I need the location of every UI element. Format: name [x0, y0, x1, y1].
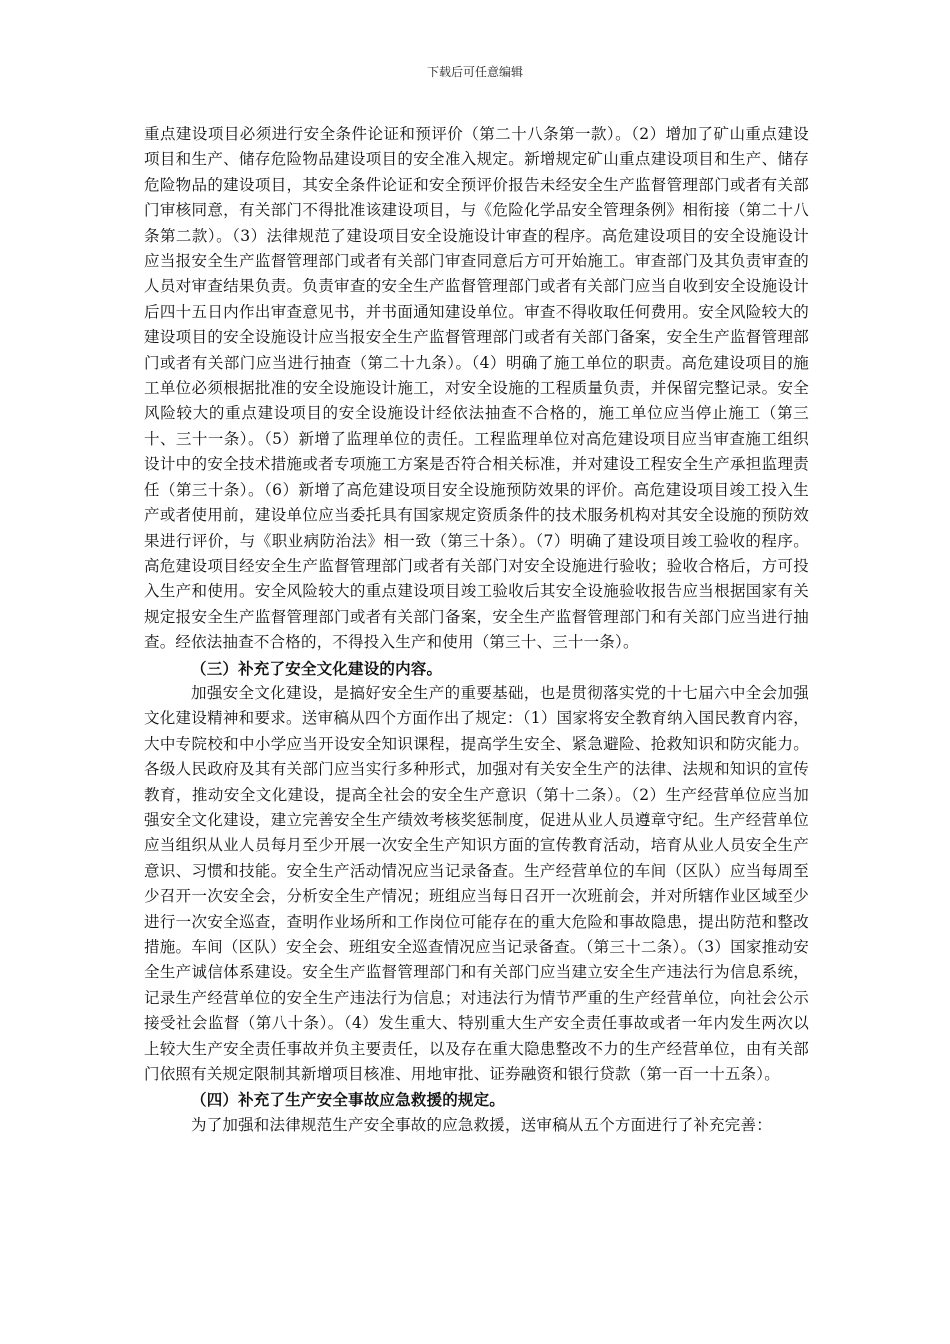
- section-heading-emergency-rescue: （四）补充了生产安全事故应急救援的规定。: [191, 1090, 506, 1110]
- paragraph-construction-projects: 重点建设项目必须进行安全条件论证和预评价（第二十八条第一款）。（2）增加了矿山重点建设项目和生产、储存危险物品建设项目的安全准入规定。新增规定矿山重点建设项目和生产、储存危险物品的建设项目，其安全条件论证和安全预评价报告未经安全生产监督管理部门或者有关部门审核同意，有关部门不得批准该建设项目，与《危险化学品安全管理条例》相衔接（第二十八条第二款）。（3）法律规范了建设项目安全设施设计审查的程序。高危建设项目的安全设施设计应当报安全生产监督管理部门或者有关部门审查同意后方可开始施工。审查部门及其负责审查的人员对审查结果负责。负责审查的安全生产监督管理部门或者有关部门应当自收到安全设施设计后四十五日内作出审查意见书，并书面通知建设单位。审查不得收取任何费用。安全风险较大的建设项目的安全设施设计应当报安全生产监督管理部门或者有关部门备案，安全生产监督管理部门或者有关部门应当进行抽查（第二十九条）。（4）明确了施工单位的职责。高危建设项目的施工单位必须根据批准的安全设施设计施工，对安全设施的工程质量负责，并保留完整记录。安全风险较大的重点建设项目的安全设施设计经依法抽查不合格的，施工单位应当停止施工（第三十、三十一条）。（5）新增了监理单位的责任。工程监理单位对高危建设项目应当审查施工组织设计中的安全技术措施或者专项施工方案是否符合相关标准，并对建设工程安全生产承担监理责任（第三十条）。（6）新增了高危建设项目安全设施预防效果的评价。高危建设项目竣工投入生产或者使用前，建设单位应当委托具有国家规定资质条件的技术服务机构对其安全设施的预防效果进行评价，与《职业病防治法》相一致（第三十条）。（7）明确了建设项目竣工验收的程序。高危建设项目经安全生产监督管理部门或者有关部门对安全设施进行验收；验收合格后，方可投入生产和使用。安全风险较大的重点建设项目竣工验收后其安全设施验收报告应当根据国家有关规定报安全生产监督管理部门或者有关部门备案，安全生产监督管理部门和有关部门应当进行抽查。经依法抽查不合格的，不得投入生产和使用（第三十、三十一条）。: [144, 125, 809, 652]
- page-header-note: 下载后可任意编辑: [426, 65, 523, 79]
- section-heading-safety-culture: （三）补充了安全文化建设的内容。: [191, 658, 443, 678]
- paragraph-safety-culture: 加强安全文化建设，是搞好安全生产的重要基础，也是贯彻落实党的十七届六中全会加强文化建设精神和要求。送审稿从四个方面作出了规定：（1）国家将安全教育纳入国民教育内容，大中专院校和中小学应当开设安全知识课程，提高学生安全、紧急避险、抢救知识和防灾能力。各级人民政府及其有关部门应当实行多种形式，加强对有关安全生产的法律、法规和知识的宣传教育，推动安全文化建设，提高全社会的安全生产意识（第十二条）。（2）生产经营单位应当加强安全文化建设，建立完善安全生产绩效考核奖惩制度，促进从业人员遵章守纪。生产经营单位应当组织从业人员每月至少开展一次安全生产知识方面的宣传教育活动，培育从业人员安全生产意识、习惯和技能。安全生产活动情况应当记录备查。生产经营单位的车间（区队）应当每周至少召开一次安全会，分析安全生产情况；班组应当每日召开一次班前会，并对所辖作业区域至少进行一次安全巡查，查明作业场所和工作岗位可能存在的重大危险和事故隐患，提出防范和整改措施。车间（区队）安全会、班组安全巡查情况应当记录备查。（第三十二条）。（3）国家推动安全生产诚信体系建设。安全生产监督管理部门和有关部门应当建立安全生产违法行为信息系统，记录生产经营单位的安全生产违法行为信息；对违法行为情节严重的生产经营单位，向社会公示接受社会监督（第八十条）。（4）发生重大、特别重大生产安全责任事故或者一年内发生两次以上较大生产安全责任事故并负主要责任，以及存在重大隐患整改不力的生产经营单位，由有关部门依照有关规定限制其新增项目核准、用地审批、证券融资和银行贷款（第一百一十五条）。: [144, 683, 809, 1084]
- document-body: [144, 122, 809, 1138]
- paragraph-emergency-rescue-intro: 为了加强和法律规范生产安全事故的应急救援，送审稿从五个方面进行了补充完善：: [191, 1115, 772, 1134]
